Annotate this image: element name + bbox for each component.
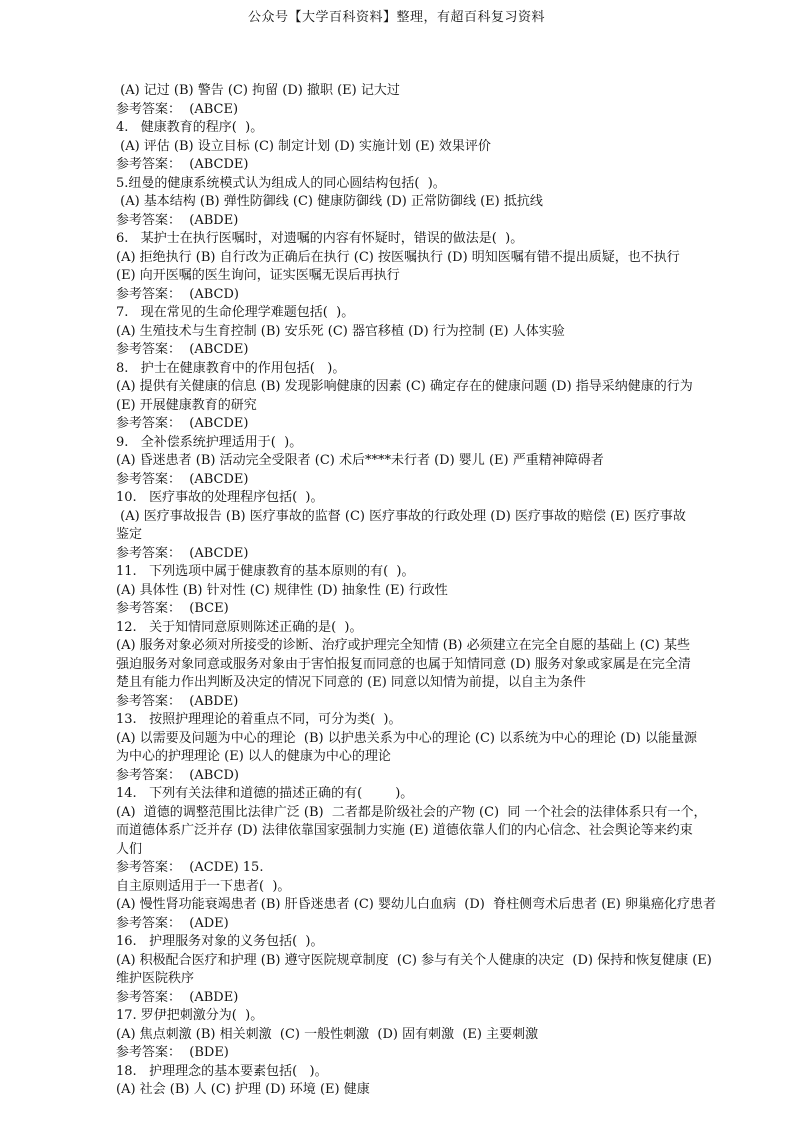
text-line: (A) 记过 (B) 警告 (C) 拘留 (D) 撤职 (E) 记大过: [116, 83, 400, 98]
text-line: (A) 提供有关健康的信息 (B) 发现影响健康的因素 (C) 确定存在的健康问题 (D) 指导采纳健康的行为: [116, 379, 693, 394]
text-line: 参考答案： (ABCD): [116, 286, 239, 302]
text-line: 17. 罗伊把刺激分为( )。: [116, 1008, 264, 1023]
text-line: (A) 生殖技术与生育控制 (B) 安乐死 (C) 器官移植 (D) 行为控制 (E) 人体实验: [116, 323, 565, 339]
text-line: 自主原则适用于一下患者( )。: [116, 878, 291, 894]
text-line: (A) 昏迷患者 (B) 活动完全受限者 (C) 术后****未行者 (D) 婴儿 (E) 严重精神障碍者: [116, 453, 604, 468]
text-line: 18. 护理理念的基本要素包括( )。: [116, 1063, 328, 1079]
text-line: 强迫服务对象同意或服务对象由于害怕报复而同意的也属于知情同意 (D) 服务对象或家属是在完全清: [116, 656, 691, 672]
text-line: 参考答案： (ACDE) 15.: [116, 860, 264, 875]
text-line: (A) 服务对象必须对所接受的诊断、治疗或护理完全知情 (B) 必须建立在完全自愿的基础上 (C) 某些: [116, 638, 690, 653]
text-line: 鉴定: [116, 527, 143, 542]
text-line: 10. 医疗事故的处理程序包括( )。: [116, 490, 324, 505]
text-line: 14. 下列有关法律和道德的描述正确的有( )。: [116, 786, 414, 801]
text-line: (A) 基本结构 (B) 弹性防御线 (C) 健康防御线 (D) 正常防御线 (E) 抵抗线: [116, 194, 543, 209]
text-line: (A) 以需要及问题为中心的理论 (B) 以护患关系为中心的理论 (C) 以系统为中心的理论 (D) 以能量源: [116, 730, 697, 746]
text-line: 参考答案： (ABCDE): [116, 416, 249, 431]
text-line: 5.纽曼的健康系统模式认为组成人的同心圆结构包括( )。: [116, 175, 446, 191]
text-line: 为中心的护理理论 (E) 以人的健康为中心的理论: [116, 749, 391, 764]
text-line: 4. 健康教育的程序( )。: [116, 120, 264, 135]
text-line: (A) 积极配合医疗和护理 (B) 遵守医院规章制度 (C) 参与有关个人健康的决定 (D) 保持和恢复健康 (E): [116, 952, 712, 968]
text-line: (A) 慢性肾功能衰竭患者 (B) 肝昏迷患者 (C) 婴幼儿白血病 (D) 脊柱侧弯术后患者 (E) 卵巢癌化疗患者: [116, 897, 716, 912]
text-line: 参考答案： (ABCD): [116, 767, 239, 783]
text-line: (A) 社会 (B) 人 (C) 护理 (D) 环境 (E) 健康: [116, 1082, 370, 1097]
text-line: 人们: [116, 841, 143, 857]
text-line: 参考答案： (BDE): [116, 1045, 229, 1060]
text-line: 楚且有能力作出判断及决定的情况下同意的 (E) 同意以知情为前提，以自主为条件: [116, 675, 586, 690]
text-line: 参考答案： (ABDE): [116, 989, 239, 1005]
text-line: 参考答案： (ADE): [116, 915, 229, 931]
text-line: 16. 护理服务对象的义务包括( )。: [116, 934, 324, 949]
document-body: [116, 82, 736, 1100]
page-header: 公众号【大学百科资料】整理，有超百科复习资料: [247, 10, 545, 25]
text-line: (A) 评估 (B) 设立目标 (C) 制定计划 (D) 实施计划 (E) 效果评价: [116, 138, 491, 154]
text-line: 参考答案： (ABCE): [116, 101, 239, 117]
text-line: 13. 按照护理理论的着重点不同，可分为类( )。: [116, 712, 402, 727]
text-line: 12. 关于知情同意原则陈述正确的是( )。: [116, 619, 363, 635]
text-line: 11. 下列选项中属于健康教育的基本原则的有( )。: [116, 564, 415, 579]
text-line: (A) 具体性 (B) 针对性 (C) 规律性 (D) 抽象性 (E) 行政性: [116, 582, 448, 598]
text-line: 9. 全补偿系统护理适用于( )。: [116, 434, 303, 450]
text-line: 参考答案： (ABDE): [116, 212, 239, 228]
text-line: (E) 向开医嘱的医生询问，证实医嘱无误后再执行: [116, 268, 400, 283]
text-line: 维护医院秩序: [116, 971, 195, 986]
text-line: 6. 某护士在执行医嘱时，对遗嘱的内容有怀疑时，错误的做法是( )。: [116, 231, 524, 246]
text-line: (A) 焦点刺激 (B) 相关刺激 (C) 一般性刺激 (D) 固有刺激 (E) 主要刺激: [116, 1026, 539, 1042]
text-line: 8. 护士在健康教育中的作用包括( )。: [116, 360, 346, 376]
text-line: (A) 道德的调整范围比法律广泛 (B) 二者都是阶级社会的产物 (C) 同 一个社会的法律体系只有一个，: [116, 804, 707, 820]
text-line: (E) 开展健康教育的研究: [116, 397, 257, 413]
text-line: 参考答案： (ABCDE): [116, 157, 249, 172]
text-line: 参考答案： (ABCDE): [116, 342, 249, 357]
text-line: 参考答案： (ABCDE): [116, 545, 249, 561]
text-line: 参考答案： (BCE): [116, 601, 229, 616]
text-line: (A) 拒绝执行 (B) 自行改为正确后在执行 (C) 按医嘱执行 (D) 明知医嘱有错不提出质疑，也不执行: [116, 249, 680, 265]
text-line: 7. 现在常见的生命伦理学难题包括( )。: [116, 305, 355, 320]
text-line: 而道德体系广泛并存 (D) 法律依靠国家强制力实施 (E) 道德依靠人们的内心信念、社会舆论等来约束: [116, 823, 693, 838]
text-line: 参考答案： (ABCDE): [116, 471, 249, 487]
text-line: 参考答案： (ABDE): [116, 693, 239, 709]
text-line: (A) 医疗事故报告 (B) 医疗事故的监督 (C) 医疗事故的行政处理 (D) 医疗事故的赔偿 (E) 医疗事故: [116, 508, 686, 524]
